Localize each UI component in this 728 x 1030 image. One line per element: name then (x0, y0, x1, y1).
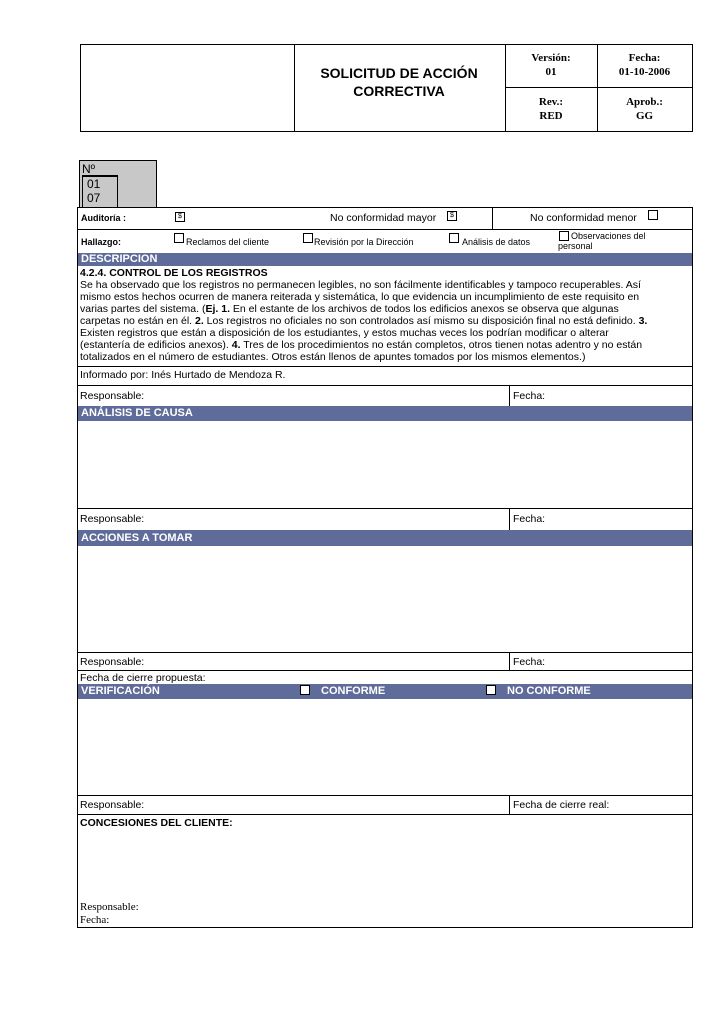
acciones-fecha-label: Fecha: (513, 656, 546, 668)
version-value: 01 (545, 66, 557, 78)
aprob-value: GG (635, 110, 654, 122)
acciones-tomar-header: ACCIONES A TOMAR (78, 530, 692, 546)
descripcion-line2: mismo estos hechos ocurren de manera reiterada y sistemática, lo que evidencia un incumplimiento de este requisito en (80, 291, 640, 303)
descripcion-line3-a: varias partes del sistema. ( (80, 303, 206, 315)
concesiones-responsable-label: Responsable: (80, 901, 139, 913)
rev-value: RED (539, 110, 563, 122)
analisis-datos-label: Análisis de datos (462, 237, 531, 247)
descripcion-line7: totalizados en el número de estudiantes. Otros están llenos de apuntes tomados por los mismos elementos.) (80, 351, 586, 363)
descripcion-header: DESCRIPCION (78, 253, 692, 266)
acciones-responsable-label: Responsable: (80, 656, 145, 668)
analisis-responsable-label: Responsable: (80, 513, 145, 525)
descripcion-line6-a: (estantería de edificios anexos). (80, 339, 232, 351)
number-box (79, 160, 157, 208)
fecha-cierre-real-label: Fecha de cierre real: (513, 799, 610, 811)
version-cell (505, 51, 597, 79)
no-conforme-label: NO CONFORME (507, 685, 591, 697)
verificacion-label: VERIFICACIÓN (81, 685, 160, 697)
rev-cell (505, 95, 597, 123)
descripcion-line4 (80, 315, 692, 327)
fecha-cierre-propuesta-label: Fecha de cierre propuesta: (80, 672, 206, 684)
page-title (294, 64, 504, 100)
descripcion-body (80, 279, 692, 363)
revision-direccion-label: Revisión por la Dirección (314, 237, 414, 247)
conforme-checkbox[interactable] (300, 685, 310, 695)
descripcion-line3 (80, 303, 692, 315)
descripcion-responsable-label: Responsable: (80, 390, 145, 402)
conforme-label: CONFORME (321, 685, 386, 697)
observaciones-line1: Observaciones del (571, 231, 646, 241)
descripcion-line5: Existen registros que están a disposición de los estudiantes, y estos muchas veces los podrían modificar o alterar (80, 327, 609, 339)
fecha-value: 01-10-2006 (618, 66, 671, 78)
descripcion-n2: 2. (195, 315, 204, 327)
concesiones-header: CONCESIONES DEL CLIENTE: (80, 817, 233, 829)
concesiones-area[interactable] (78, 830, 692, 896)
auditoria-checkbox[interactable] (175, 212, 185, 222)
fecha-cell (597, 51, 692, 79)
aprob-cell (597, 95, 692, 123)
revision-direccion-checkbox[interactable] (303, 233, 313, 243)
no-conformidad-menor-checkbox[interactable] (648, 210, 658, 220)
no-conforme-checkbox[interactable] (486, 685, 496, 695)
number-line1: 01 (87, 177, 101, 191)
descripcion-line4-b: Los registros no oficiales no son controlados así mismo su disposición final no está definido. (203, 315, 639, 327)
no-conformidad-mayor-checkbox[interactable] (447, 211, 457, 221)
descripcion-fecha-label: Fecha: (513, 390, 546, 402)
reclamos-cliente-checkbox[interactable] (174, 233, 184, 243)
descripcion-n4: 4. (231, 339, 241, 351)
mayor-mark: $ (450, 212, 454, 219)
descripcion-ej1: Ej. 1. (205, 303, 230, 315)
descripcion-subtitle: 4.2.4. CONTROL DE LOS REGISTROS (80, 267, 268, 279)
version-label: Versión: (531, 52, 571, 64)
analisis-causa-header: ANÁLISIS DE CAUSA (78, 406, 692, 421)
descripcion-line1: Se ha observado que los registros no permanecen legibles, no son fácilmente identificables y tampoco recuperables. Así (80, 279, 641, 291)
auditoria-label: Auditoría : (81, 213, 126, 223)
no-conformidad-mayor-label: No conformidad mayor (330, 212, 437, 224)
analisis-causa-area[interactable] (78, 421, 692, 508)
hallazgo-label: Hallazgo: (81, 237, 122, 247)
informado-por: Informado por: Inés Hurtado de Mendoza R. (80, 369, 286, 381)
acciones-tomar-area[interactable] (78, 546, 692, 652)
concesiones-fecha-label: Fecha: (80, 914, 110, 926)
reclamos-cliente-label: Reclamos del cliente (186, 237, 270, 247)
auditoria-mark: $ (178, 213, 182, 220)
number-label: Nº (82, 162, 96, 176)
descripcion-line6-b: Tres de los procedimientos no están completos, otros tienen notas adentro y no están (240, 339, 643, 351)
fecha-label: Fecha: (628, 52, 661, 64)
no-conformidad-menor-label: No conformidad menor (530, 212, 637, 224)
descripcion-line6 (80, 339, 692, 351)
analisis-fecha-label: Fecha: (513, 513, 546, 525)
descripcion-line3-b: En el estante de los archivos de todos los edificios anexos se observa que algunas (229, 303, 619, 315)
descripcion-n3: 3. (638, 315, 648, 327)
observaciones-line2: personal (558, 241, 593, 251)
aprob-label: Aprob.: (626, 96, 663, 108)
analisis-datos-checkbox[interactable] (449, 233, 459, 243)
descripcion-line4-a: carpetas no están en él. (80, 315, 195, 327)
verificacion-responsable-label: Responsable: (80, 799, 145, 811)
observaciones-personal-label (558, 231, 646, 251)
number-inner (82, 176, 118, 208)
title-line1: SOLICITUD DE ACCIÓN (320, 65, 478, 81)
title-line2: CORRECTIVA (353, 83, 445, 99)
number-line2: 07 (87, 191, 101, 205)
rev-label: Rev.: (538, 96, 564, 108)
verificacion-area[interactable] (78, 699, 692, 795)
